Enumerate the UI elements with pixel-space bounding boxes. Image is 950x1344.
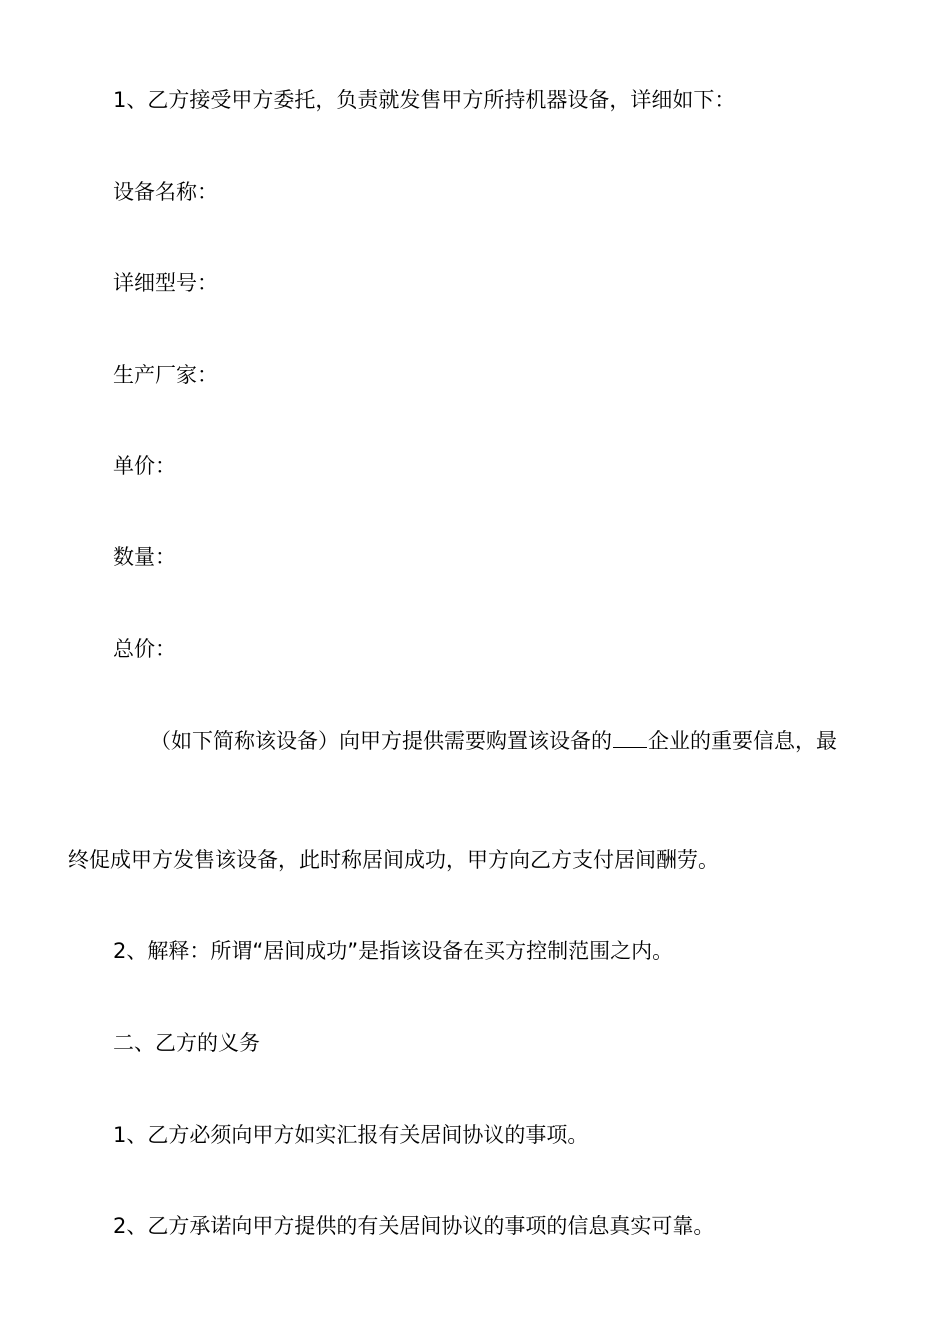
paragraph-first-line	[150, 727, 837, 755]
clause-2-explanation: 2、解释：所谓“居间成功”是指该设备在买方控制范围之内。	[113, 939, 674, 963]
field-quantity: 数量：	[113, 545, 176, 569]
field-total-price: 总价：	[113, 637, 176, 661]
field-unit-price: 单价：	[113, 454, 176, 478]
paragraph-text-a: （如下简称该设备）向甲方提供需要购置该设备的	[150, 729, 612, 753]
section-heading-party-b-obligations: 二、乙方的义务	[113, 1031, 260, 1055]
field-manufacturer: 生产厂家：	[113, 363, 218, 387]
field-equipment-name: 设备名称：	[113, 180, 218, 204]
clause-1-intro: 1、乙方接受甲方委托，负责就发售甲方所持机器设备，详细如下：	[113, 88, 736, 112]
fill-in-blank	[613, 727, 647, 748]
obligation-2: 2、乙方承诺向甲方提供的有关居间协议的事项的信息真实可靠。	[113, 1214, 715, 1238]
obligation-1: 1、乙方必须向甲方如实汇报有关居间协议的事项。	[113, 1123, 589, 1147]
paragraph-text-b: 企业的重要信息，最	[648, 729, 837, 753]
paragraph-continuation: 终促成甲方发售该设备，此时称居间成功，甲方向乙方支付居间酬劳。	[68, 848, 719, 872]
field-model: 详细型号：	[113, 271, 218, 295]
